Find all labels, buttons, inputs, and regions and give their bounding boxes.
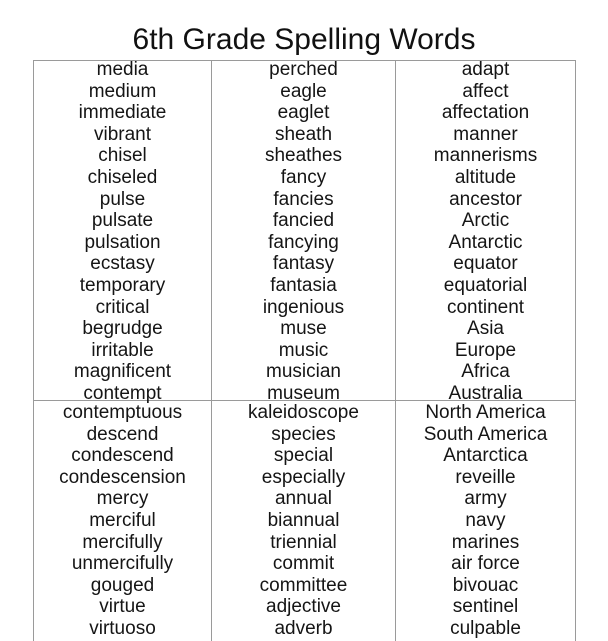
spelling-word: adapt bbox=[461, 59, 510, 80]
spelling-word: altitude bbox=[454, 166, 517, 188]
spelling-word: Europe bbox=[454, 339, 517, 361]
spelling-word: media bbox=[96, 59, 149, 80]
spelling-word: triennial bbox=[270, 531, 337, 553]
spelling-word: mercifully bbox=[82, 531, 163, 553]
spelling-word: temporary bbox=[79, 274, 166, 296]
spelling-word: ancestor bbox=[449, 188, 522, 210]
spelling-word: annual bbox=[274, 488, 333, 510]
spelling-word: pulse bbox=[99, 188, 146, 210]
spelling-word: fancies bbox=[273, 188, 334, 210]
top-column-1 bbox=[34, 59, 211, 405]
spelling-word: museum bbox=[267, 382, 340, 404]
spelling-word: Antarctica bbox=[443, 445, 528, 467]
top-column-2 bbox=[212, 59, 395, 405]
spelling-word: mannerisms bbox=[433, 145, 538, 167]
word-table bbox=[33, 60, 576, 641]
spelling-word: special bbox=[273, 445, 334, 467]
page-title: 6th Grade Spelling Words bbox=[132, 23, 476, 56]
spelling-word: fancy bbox=[280, 166, 327, 188]
spelling-word: equatorial bbox=[443, 274, 528, 296]
spelling-word: sheath bbox=[274, 123, 333, 145]
spelling-word: species bbox=[271, 423, 336, 445]
spelling-word: begrudge bbox=[82, 318, 163, 340]
spelling-word: equator bbox=[453, 253, 518, 275]
spelling-word: condescension bbox=[59, 466, 186, 488]
spelling-word: contemptuous bbox=[62, 402, 183, 423]
spelling-word: continent bbox=[446, 296, 525, 318]
bottom-column-2 bbox=[212, 402, 395, 640]
spelling-word: magnificent bbox=[73, 361, 172, 383]
spelling-word: chisel bbox=[98, 145, 147, 167]
spelling-word: marines bbox=[451, 531, 520, 553]
spelling-word: irritable bbox=[91, 339, 154, 361]
spelling-word: adverb bbox=[274, 617, 333, 639]
spelling-word: eagle bbox=[280, 80, 327, 102]
spelling-word: adjective bbox=[266, 596, 341, 618]
spelling-word: fantasy bbox=[272, 253, 335, 275]
spelling-word: chiseled bbox=[87, 166, 158, 188]
top-column-3 bbox=[396, 59, 575, 405]
spelling-word: musician bbox=[266, 361, 341, 383]
spelling-word: manner bbox=[453, 123, 518, 145]
spelling-word: contempt bbox=[83, 382, 162, 404]
spelling-word: pulsation bbox=[84, 231, 161, 253]
spelling-word: mercy bbox=[96, 488, 149, 510]
spelling-word: gouged bbox=[90, 574, 155, 596]
spelling-word: commit bbox=[272, 553, 335, 575]
spelling-word: eaglet bbox=[277, 102, 330, 124]
spelling-word: navy bbox=[465, 509, 506, 531]
spelling-word: fancying bbox=[268, 231, 339, 253]
spelling-word: music bbox=[278, 339, 329, 361]
bottom-column-3 bbox=[396, 402, 575, 640]
spelling-word: air force bbox=[451, 553, 520, 575]
spelling-word: ingenious bbox=[262, 296, 345, 318]
spelling-word: affect bbox=[462, 80, 509, 102]
spelling-word: virtuoso bbox=[89, 617, 156, 639]
spelling-word: medium bbox=[88, 80, 157, 102]
spelling-word: pulsate bbox=[91, 210, 154, 232]
spelling-word: kaleidoscope bbox=[248, 402, 359, 423]
spelling-word: culpable bbox=[450, 617, 521, 639]
spelling-word: biannual bbox=[267, 509, 340, 531]
spelling-word: Australia bbox=[448, 382, 523, 404]
spelling-word: fancied bbox=[272, 210, 335, 232]
spelling-word: especially bbox=[261, 466, 346, 488]
spelling-word: Arctic bbox=[461, 210, 510, 232]
spelling-word: army bbox=[464, 488, 507, 510]
spelling-word: critical bbox=[95, 296, 150, 318]
spelling-word: Asia bbox=[467, 318, 504, 340]
spelling-word: immediate bbox=[78, 102, 167, 124]
spelling-word: South America bbox=[423, 423, 548, 445]
spelling-word: North America bbox=[425, 402, 546, 423]
spelling-word: bivouac bbox=[452, 574, 519, 596]
spelling-word: reveille bbox=[455, 466, 516, 488]
spelling-word: vibrant bbox=[93, 123, 152, 145]
spelling-word: Africa bbox=[461, 361, 510, 383]
spelling-word: fantasia bbox=[270, 274, 337, 296]
bottom-column-1 bbox=[34, 402, 211, 640]
spelling-word: descend bbox=[86, 423, 159, 445]
spelling-word: perched bbox=[269, 59, 338, 80]
spelling-word: sheathes bbox=[264, 145, 343, 167]
spelling-word: ecstasy bbox=[90, 253, 155, 275]
spelling-word: unmercifully bbox=[71, 553, 174, 575]
spelling-word: muse bbox=[280, 318, 327, 340]
spelling-word: Antarctic bbox=[448, 231, 523, 253]
spelling-word: sentinel bbox=[452, 596, 519, 618]
spelling-word: affectation bbox=[441, 102, 530, 124]
spelling-word: merciful bbox=[89, 509, 156, 531]
spelling-word: virtue bbox=[99, 596, 146, 618]
spelling-word: condescend bbox=[71, 445, 174, 467]
spelling-word: committee bbox=[259, 574, 348, 596]
